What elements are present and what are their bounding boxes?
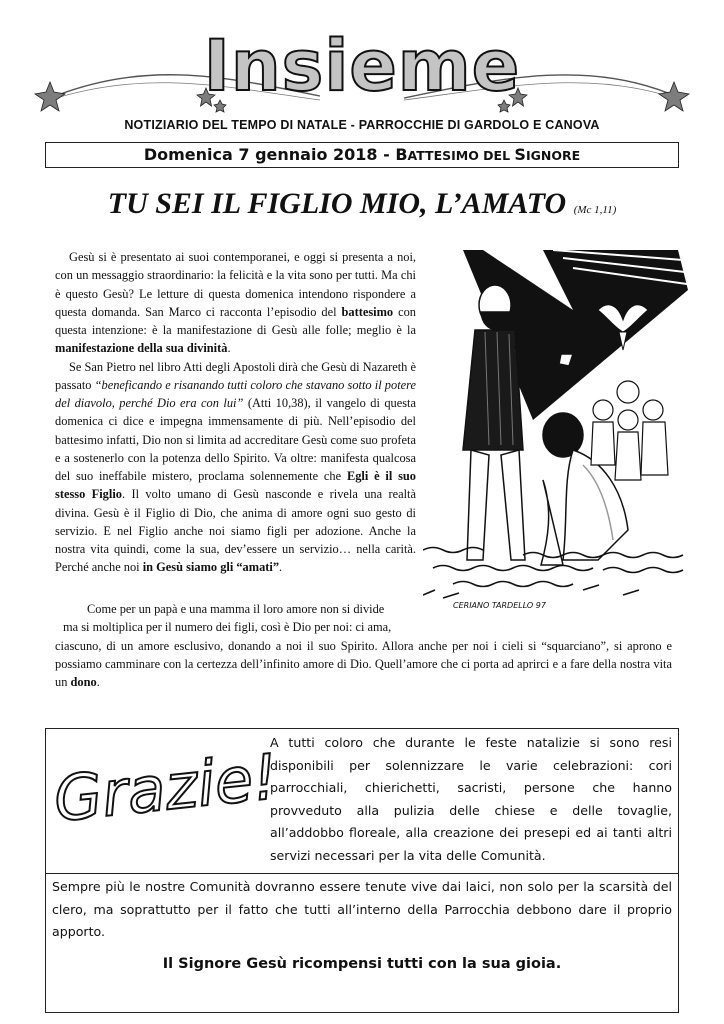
baptism-drawing bbox=[423, 250, 693, 616]
crowd-figures bbox=[591, 381, 668, 480]
paragraph-3-line-1: Come per un papà e una mamma il loro amore non si divide bbox=[87, 602, 385, 616]
paragraph-3-rest bbox=[55, 637, 672, 692]
bold-run: battesimo bbox=[341, 304, 394, 319]
article-paragraph-2 bbox=[55, 358, 416, 577]
text-run: Gesù si è presentato ai suoi contemporanei, e oggi si presenta a noi, con un messaggio straordinario: la felicità e la vita sono per tutti. Ma chi è questo Gesù? Le letture di questa domenica intendono rispondere a questa domanda. San Marco ci racconta l’episodio del bbox=[55, 250, 416, 319]
feast-text-1: ATTESIMO DEL bbox=[407, 148, 515, 163]
text-run: Se San Pietro nel libro Atti degli Apostoli dirà che Gesù di Nazareth è passato bbox=[55, 359, 416, 392]
feast-initial-1: B bbox=[395, 145, 408, 164]
article-paragraph-1 bbox=[55, 248, 416, 358]
text-run: . bbox=[279, 560, 283, 575]
article-paragraph-3 bbox=[55, 600, 672, 691]
headline-reference: (Mc 1,11) bbox=[573, 204, 617, 216]
text-run: ciascuno, di un amore esclusivo, donando a noi il suo Spirito. Allora anche per noi i cieli si “squarciano”, si aprono e possiamo camminare con la certezza dell’infinito amore di Dio. Quell’amore che ci porta ad aprirci e a fare della nostra vita un bbox=[55, 638, 672, 689]
bold-run: manifestazione della sua divinità bbox=[55, 341, 228, 356]
date-text: Domenica 7 gennaio 2018 - bbox=[143, 145, 396, 164]
quote-run: “beneficando e risanando tutti coloro che stavano sotto il potere del diavolo, perché Dio era con lui” bbox=[55, 377, 417, 410]
text-run: . Il volto umano di Gesù nasconde e rivela una realtà divina. Gesù è il Figlio di Dio, che anima di amore ogni suo gesto di servizio. E nel Figlio anche noi siamo figli per adozione. Anche la nostra vita quindi, come la sua, dev’essere un servizio… nella carità. Perché anche noi bbox=[55, 487, 416, 575]
masthead-graphic bbox=[30, 18, 694, 118]
text-run: con questa intenzione: è la manifestazione di Gesù alle folle; meglio è la bbox=[55, 304, 416, 337]
masthead-subtitle: NOTIZIARIO DEL TEMPO DI NATALE - PARROCCHIE DI GARDOLO E CANOVA bbox=[124, 118, 600, 132]
thanks-word: Grazie! bbox=[50, 739, 275, 832]
jesus-figure bbox=[541, 413, 628, 565]
footer-text: Sempre più le nostre Comunità dovranno essere tenute vive dai laici, non solo per la scarsità del clero, ma soprattutto per il fatto che tutti all’interno della Parrocchia debbono dare il proprio apporto. bbox=[52, 879, 672, 940]
paragraph-3-line-2: ma si moltiplica per il numero dei figli, così è Dio per noi: ci ama, bbox=[63, 620, 392, 635]
date-line bbox=[45, 142, 679, 168]
text-run: . bbox=[227, 341, 231, 356]
headline-title: TU SEI IL FIGLIO MIO, L’AMATO bbox=[107, 187, 567, 220]
thanks-text: A tutti coloro che durante le feste natalizie si sono resi disponibili per solennizzare le varie celebrazioni: cori parrocchiali, chierichetti, sacristi, persone che hanno provveduto alla pulizia delle chiese e delle tovaglie, all’addobbo floreale, alla creazione dei presepi ed ai tanti altri servizi necessari per la vita delle Comunità. bbox=[270, 735, 672, 863]
baptism-illustration bbox=[423, 250, 693, 616]
closing-line: Il Signore Gesù ricompensi tutti con la sua gioia. bbox=[162, 956, 562, 972]
feast-initial-2: S bbox=[514, 145, 526, 164]
thanks-handwritten bbox=[50, 732, 275, 832]
masthead-title: Insieme bbox=[203, 25, 521, 107]
bold-run: Egli è il suo stesso Figlio bbox=[55, 469, 416, 502]
text-run: (Atti 10,38), il vangelo di questa domenica ci dice e impegna immensamente di più. Nell’episodio del battesimo infatti, Dio non si limita ad accreditare Gesù come suo profeta e a sostenerlo con la potenza dello Spirito. Va oltre: manifesta qualcosa del suo ineffabile mistero, proclama solennemente che bbox=[55, 396, 416, 483]
feast-text-2: IGNORE bbox=[525, 148, 581, 163]
headline bbox=[0, 186, 724, 228]
text-run: . bbox=[96, 675, 100, 689]
bold-run: dono bbox=[70, 675, 97, 689]
bold-run: in Gesù siamo gli “amati” bbox=[142, 560, 280, 575]
article-column bbox=[55, 248, 416, 577]
masthead bbox=[30, 18, 694, 118]
illustration-signature: CERIANO TARDELLO 97 bbox=[453, 601, 546, 610]
